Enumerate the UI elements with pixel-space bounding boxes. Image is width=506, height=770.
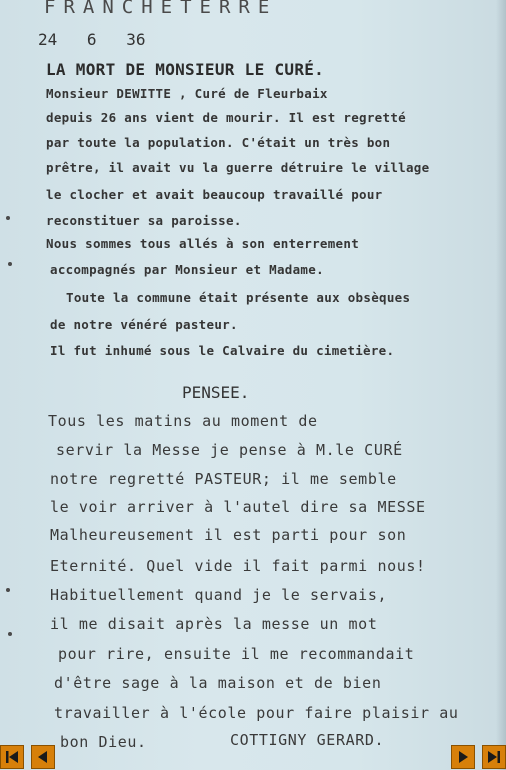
article-line: Monsieur DEWITTE , Curé de Fleurbaix [46, 86, 328, 101]
previous-page-icon [35, 749, 51, 765]
pensee-line: Malheureusement il est parti pour son [50, 526, 407, 544]
paper-speck [8, 262, 12, 266]
pensee-line: Eternité. Quel vide il fait parmi nous! [50, 557, 426, 575]
pensee-line: pour rire, ensuite il me recommandait [58, 645, 415, 663]
first-page-icon [4, 749, 20, 765]
newspaper-header: FRANCHETERRE [44, 0, 278, 18]
last-page-button[interactable] [482, 745, 506, 769]
date-line [38, 30, 238, 49]
next-page-button[interactable] [451, 745, 475, 769]
pensee-line: Tous les matins au moment de [48, 412, 318, 430]
paper-speck [8, 632, 12, 636]
article-line: Il fut inhumé sous le Calvaire du cimetière. [50, 343, 395, 358]
article-line: prêtre, il avait vu la guerre détruire le village [46, 160, 430, 175]
article-line: accompagnés par Monsieur et Madame. [50, 262, 324, 277]
article-line: Nous sommes tous allés à son enterrement [46, 236, 360, 251]
article-line: Toute la commune était présente aux obsèques [66, 290, 411, 305]
pensee-line: il me disait après la messe un mot [50, 615, 378, 633]
next-page-icon [455, 749, 471, 765]
first-page-button[interactable] [0, 745, 24, 769]
article-line: par toute la population. C'était un très bon [46, 135, 391, 150]
pensee-line: bon Dieu. [60, 733, 147, 751]
pensee-line: travailler à l'école pour faire plaisir au [54, 704, 459, 722]
article-line: de notre vénéré pasteur. [50, 317, 238, 332]
date-month: 6 [86, 30, 97, 49]
page-edge-shadow [496, 0, 506, 770]
article-line: reconstituer sa paroisse. [46, 213, 242, 228]
pensee-title: PENSEE. [182, 383, 250, 402]
pensee-line: le voir arriver à l'autel dire sa MESSE [50, 498, 426, 516]
article-line: le clocher et avait beaucoup travaillé pour [46, 187, 383, 202]
paper-speck [6, 216, 10, 220]
article-title: LA MORT DE MONSIEUR LE CURÉ. [46, 60, 325, 79]
pensee-line: servir la Messe je pense à M.le CURÉ [56, 441, 403, 459]
pensee-line: notre regretté PASTEUR; il me semble [50, 470, 397, 488]
pensee-line: Habituellement quand je le servais, [50, 586, 388, 604]
previous-page-button[interactable] [31, 745, 55, 769]
last-page-icon [486, 749, 502, 765]
paper-speck [6, 588, 10, 592]
date-day: 24 [38, 30, 58, 49]
pensee-line: d'être sage à la maison et de bien [54, 674, 382, 692]
article-line: depuis 26 ans vient de mourir. Il est regretté [46, 110, 406, 125]
date-year: 36 [126, 30, 146, 49]
signature: COTTIGNY GERARD. [230, 731, 385, 749]
